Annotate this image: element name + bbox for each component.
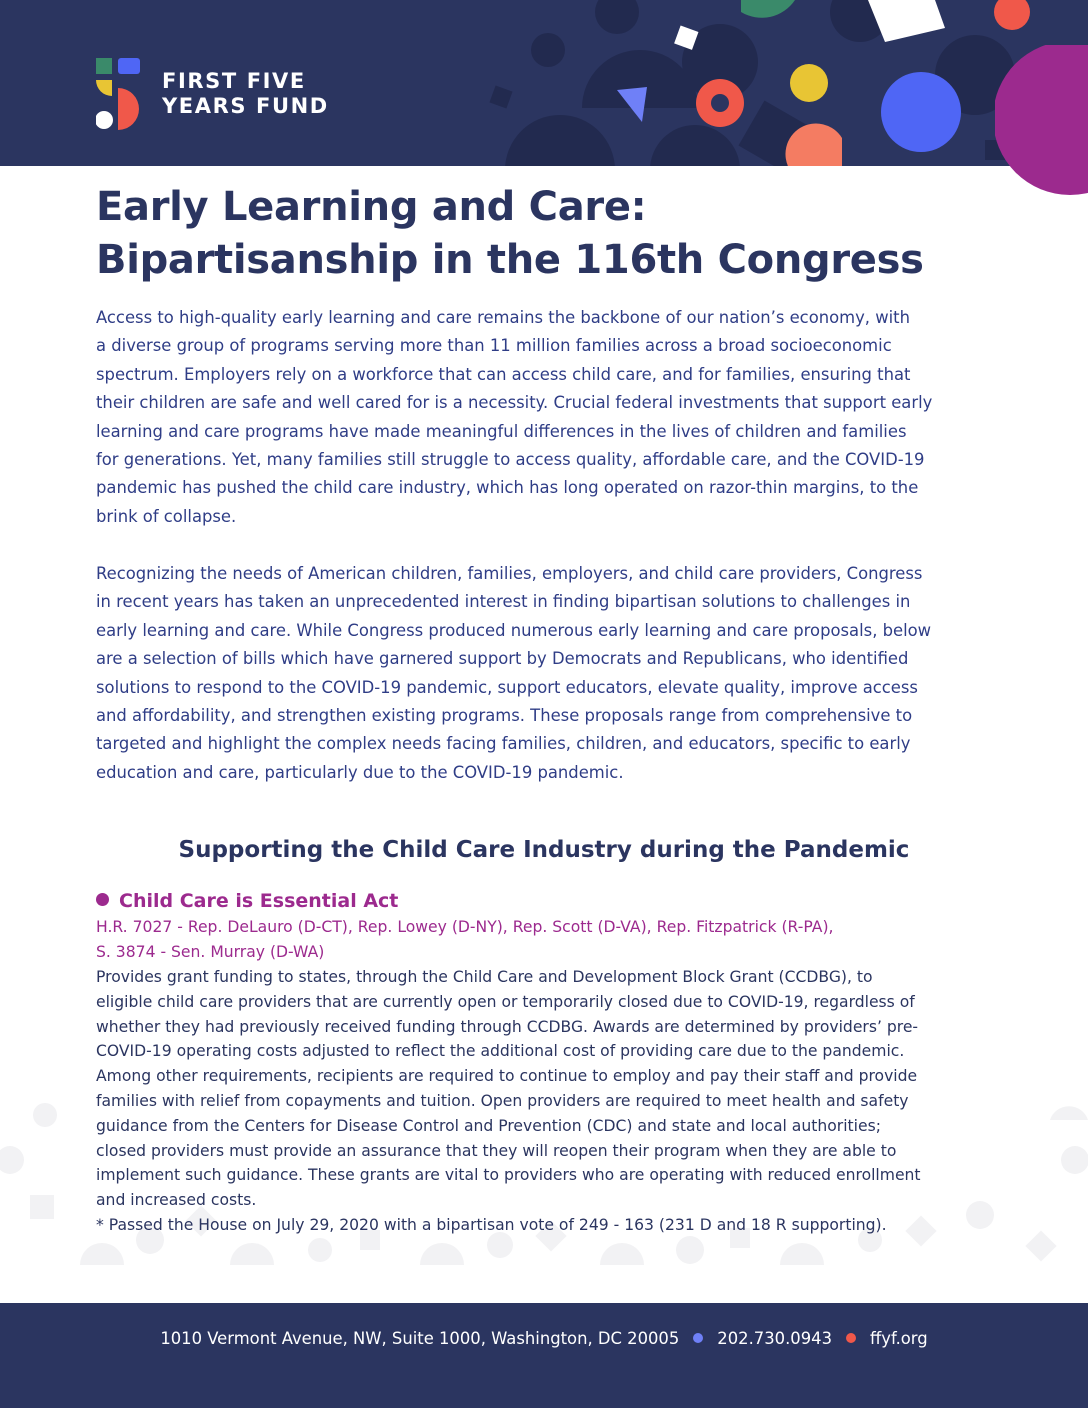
bullet-dot-icon	[96, 893, 109, 906]
page-footer	[0, 1303, 1088, 1408]
title-line-2: Bipartisanship in the 116th Congress	[96, 237, 924, 283]
deco-circle-yellow	[790, 64, 828, 102]
text-line: eligible child care providers that are currently open or temporarily closed due to COVID-19, regardless of	[96, 992, 915, 1011]
text-line: closed providers must provide an assurance that they will reopen their program when they are able to	[96, 1141, 897, 1160]
text-line: in recent years has taken an unprecedented interest in finding bipartisan solutions to challenges in	[96, 592, 911, 612]
sponsor-line: S. 3874 - Sen. Murray (D-WA)	[96, 943, 325, 961]
footer-contact	[0, 1327, 1088, 1351]
bill-sponsors	[96, 915, 834, 965]
text-line: a diverse group of programs serving more than 11 million families across a broad socioeconomic	[96, 336, 892, 356]
section-heading: Supporting the Child Care Industry during the Pandemic	[178, 837, 910, 863]
text-line: Recognizing the needs of American children, families, employers, and child care providers, Congress	[96, 564, 923, 583]
footer-phone: 202.730.0943	[717, 1329, 832, 1348]
deco-shape-white	[868, 0, 945, 42]
text-line: Provides grant funding to states, through the Child Care and Development Block Grant (CCDBG), to	[96, 968, 873, 986]
intro-paragraph	[96, 304, 996, 531]
text-line: and affordability, and strengthen existing programs. These proposals range from comprehensive to	[96, 706, 913, 726]
text-line: COVID-19 operating costs adjusted to reflect the additional cost of providing care due to the pandemic.	[96, 1042, 905, 1061]
text-line: their children are safe and well cared for is a necessity. Crucial federal investments that support early	[96, 393, 933, 413]
text-line: early learning and care. While Congress produced numerous early learning and care proposals, below	[96, 620, 932, 640]
text-line: targeted and highlight the complex needs facing families, children, and educators, specific to early	[96, 734, 911, 754]
deco-quarter-green	[741, 0, 795, 18]
text-line: are a selection of bills which have garnered support by Democrats and Republicans, who identified	[96, 649, 909, 669]
deco-circle-dark	[595, 0, 639, 34]
text-line: solutions to respond to the COVID-19 pandemic, support educators, elevate quality, improve access	[96, 677, 918, 697]
bill-title	[96, 887, 398, 915]
deco-semicircle-dark	[650, 125, 740, 166]
title-line-1: Early Learning and Care:	[96, 184, 647, 230]
text-line: guidance from the Centers for Disease Control and Prevention (CDC) and state and local authorities;	[96, 1116, 881, 1135]
text-line: learning and care programs have made meaningful differences in the lives of children and families	[96, 421, 907, 441]
bill-description	[96, 965, 921, 1238]
text-line: implement such guidance. These grants are vital to providers who are operating with reduced enrollment	[96, 1166, 921, 1185]
footer-website-link[interactable]: ffyf.org	[870, 1329, 928, 1348]
page-header	[0, 0, 1088, 166]
text-line: education and care, particularly due to the COVID-19 pandemic.	[96, 762, 624, 782]
logo-line-1: FIRST FIVE	[162, 69, 306, 93]
deco-ring-hole	[711, 94, 729, 112]
bill-title-text: Child Care is Essential Act	[119, 890, 399, 912]
text-line: Access to high-quality early learning and care remains the backbone of our nation’s economy, with	[96, 308, 911, 327]
deco-semicircle-dark	[505, 115, 615, 166]
text-line: and increased costs.	[96, 1191, 257, 1210]
separator-dot-icon	[846, 1333, 856, 1343]
vote-note: * Passed the House on July 29, 2020 with a bipartisan vote of 249 - 163 (231 D and 18 R supporting).	[96, 1215, 887, 1234]
ffyf-logo-icon	[96, 58, 146, 130]
text-line: Among other requirements, recipients are required to continue to employ and pay their staff and provide	[96, 1067, 918, 1086]
text-line: families with relief from copayments and tuition. Open providers are required to meet health and safety	[96, 1091, 909, 1110]
text-line: pandemic has pushed the child care industry, which has long operated on razor-thin margins, to the	[96, 478, 919, 498]
second-paragraph	[96, 560, 996, 787]
text-line: for generations. Yet, many families still struggle to access quality, affordable care, and the COVID-19	[96, 450, 925, 470]
text-line: whether they had previously received funding through CCDBG. Awards are determined by providers’ pre-	[96, 1017, 919, 1036]
text-line: brink of collapse.	[96, 506, 237, 526]
logo-line-2: YEARS FUND	[162, 94, 329, 118]
deco-circle-dark	[531, 33, 565, 67]
deco-circle-coral	[994, 0, 1030, 30]
sponsor-line: H.R. 7027 - Rep. DeLauro (D-CT), Rep. Lowey (D-NY), Rep. Scott (D-VA), Rep. Fitzpatrick (R-PA),	[96, 918, 834, 936]
text-line: spectrum. Employers rely on a workforce that can access child care, and for families, ensuring that	[96, 364, 911, 384]
deco-circle-magenta	[995, 45, 1088, 195]
separator-dot-icon	[693, 1333, 703, 1343]
deco-square-dark	[489, 85, 512, 108]
page-title	[96, 181, 996, 287]
deco-circle-blue	[881, 72, 961, 152]
footer-address: 1010 Vermont Avenue, NW, Suite 1000, Washington, DC 20005	[160, 1329, 680, 1348]
logo-wordmark	[162, 69, 329, 119]
